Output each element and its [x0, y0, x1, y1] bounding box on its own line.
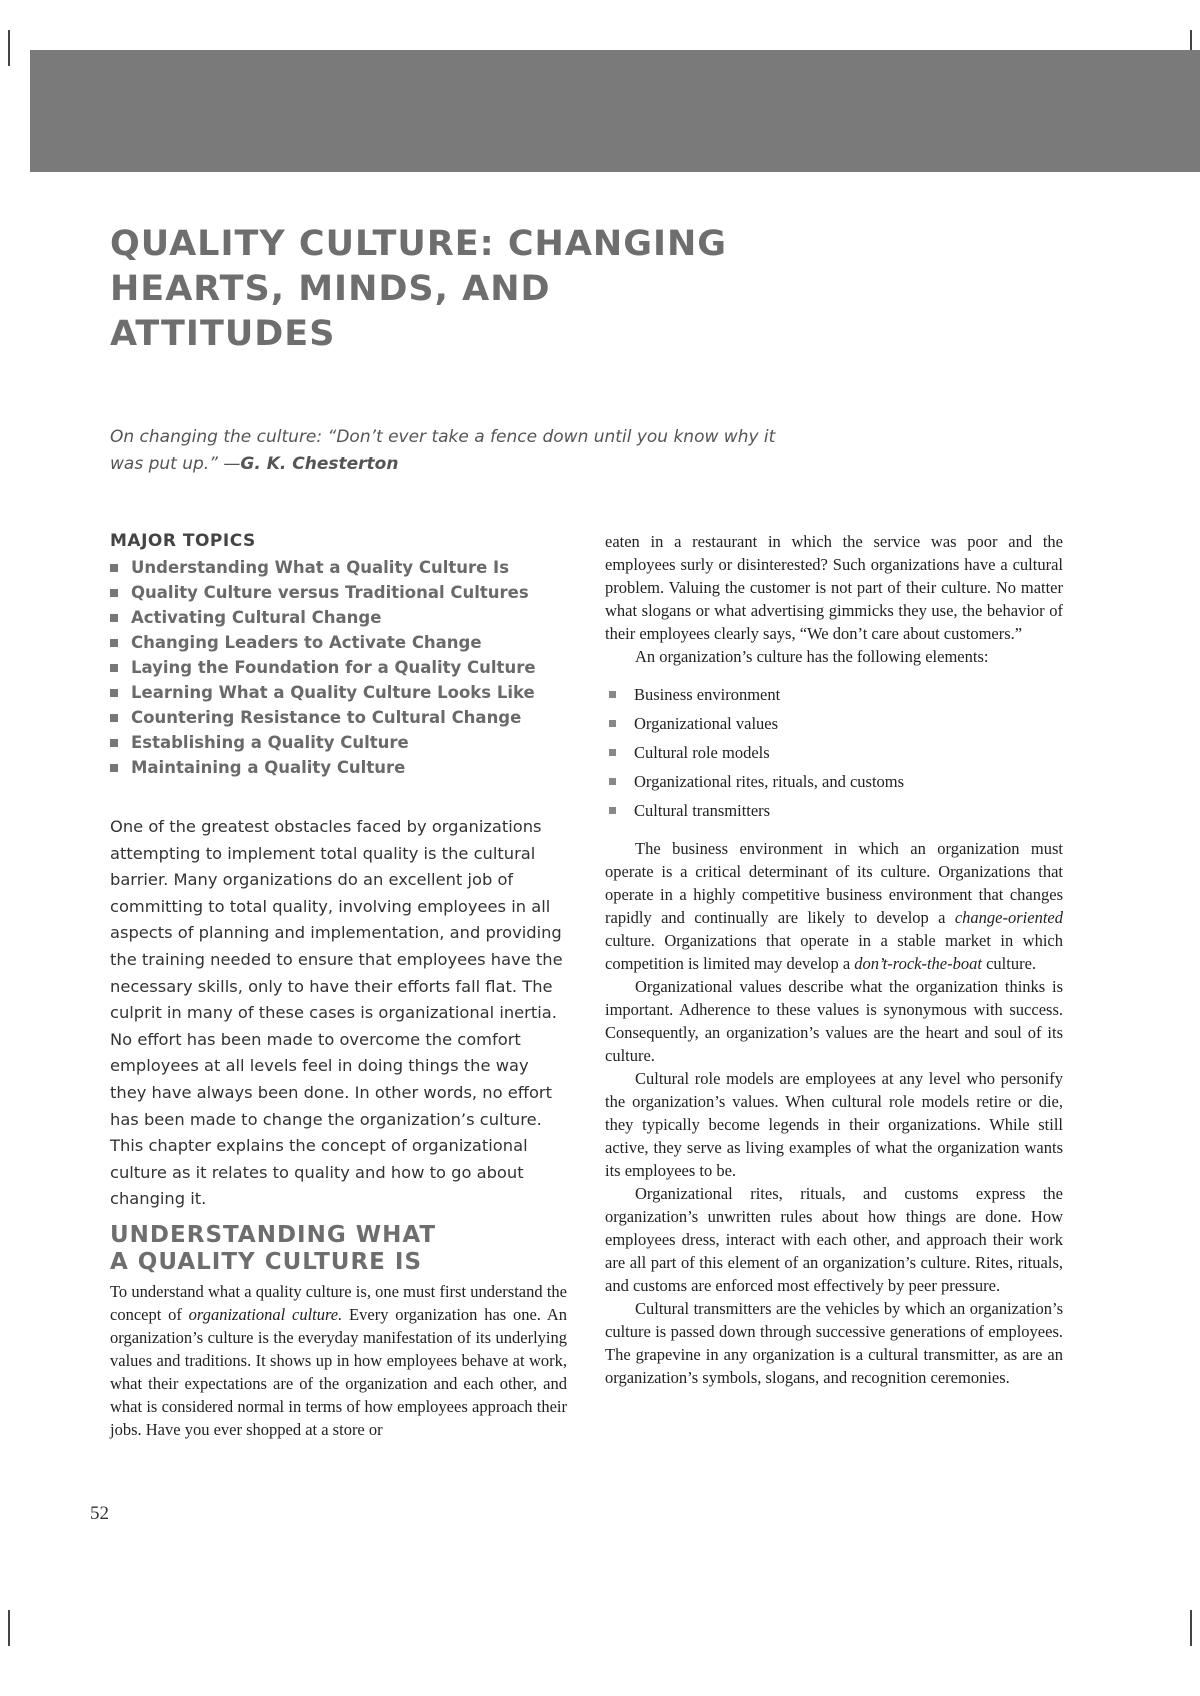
- topic-label: Maintaining a Quality Culture: [131, 758, 406, 777]
- topic-label: Activating Cultural Change: [131, 608, 382, 627]
- topic-label: Changing Leaders to Activate Change: [131, 633, 482, 652]
- list-item: [110, 755, 570, 780]
- epigraph-author: G. K. Chesterton: [240, 454, 399, 474]
- list-item: [605, 796, 1063, 825]
- square-bullet-icon: [110, 689, 118, 697]
- right-column: [605, 530, 1063, 1389]
- element-label: Organizational rites, rituals, and customs: [634, 772, 905, 791]
- rites-paragraph: Organizational rites, rituals, and customs express the organization’s unwritten rules about how things are done. How employees dress, interact with each other, and approach their work are all part of this element of an organization’s culture. Rites, rituals, and customs are enforced most effectively by peer pressure.: [605, 1184, 1063, 1295]
- crop-mark: [8, 30, 10, 66]
- chapter-banner: [30, 50, 1200, 172]
- epigraph-text: On changing the culture: “Don’t ever take a fence down until you know why it was put up.” —: [110, 427, 776, 474]
- text-run: culture.: [981, 954, 1037, 973]
- chapter-title-line: ATTITUDES: [110, 314, 336, 354]
- square-bullet-icon: [110, 564, 118, 572]
- list-item: [605, 709, 1063, 738]
- intro-paragraph: One of the greatest obstacles faced by organizations attempting to implement total quality is the cultural barrier. Many organizations do an excellent job of committing to total quality, involving employees in all aspects of planning and implementation, and providing the training needed to ensure that employees have the necessary skills, only to have their efforts fall flat. The culprit in many of these cases is organizational inertia. No effort has been made to overcome the comfort employees at all levels feel in doing things the way they have always been done. In other words, no effort has been made to change the organization’s culture. This chapter explains the concept of organizational culture as it relates to quality and how to go about changing it.: [110, 817, 563, 1209]
- text-run: To understand what a quality culture is, one must first understand the concept of: [110, 1282, 567, 1324]
- topic-label: Laying the Foundation for a Quality Culture: [131, 658, 536, 677]
- element-label: Cultural role models: [634, 743, 770, 762]
- values-paragraph: Organizational values describe what the organization thinks is important. Adherence to these values is synonymous with success. Consequently, an organization’s values are the heart and soul of its culture.: [605, 977, 1063, 1065]
- square-bullet-icon: [110, 614, 118, 622]
- list-item: [110, 655, 570, 680]
- topic-label: Understanding What a Quality Culture Is: [131, 558, 510, 577]
- square-bullet-icon: [609, 691, 616, 698]
- transmitters-paragraph: Cultural transmitters are the vehicles by which an organization’s culture is passed down through successive generations of employees. The grapevine in any organization is a cultural transmitter, as are an organization’s symbols, slogans, and recognition ceremonies.: [605, 1299, 1063, 1387]
- epigraph: [110, 424, 810, 478]
- list-item: [110, 580, 570, 605]
- role-models-paragraph: Cultural role models are employees at any level who personify the organization’s values. When cultural role models retire or die, they typically become legends in their organizations. While still active, they serve as living examples of what the organization wants its employees to be.: [605, 1069, 1063, 1180]
- square-bullet-icon: [110, 639, 118, 647]
- list-item: [110, 555, 570, 580]
- business-environment-paragraph: [605, 837, 1063, 975]
- element-label: Organizational values: [634, 714, 779, 733]
- square-bullet-icon: [609, 807, 616, 814]
- text-run: Every organization has one. An organization’s culture is the everyday manifestation of its underlying values and traditions. It shows up in how employees behave at work, what their expectations are of the organization and each other, and what is considered normal in terms of how employees approach their jobs. Have you ever shopped at a store or: [110, 1305, 567, 1439]
- text-run: The business environment in which an organization must operate is a critical determinant of its culture. Organizations that operate in a highly competitive business environment that changes rapidly and continually are likely to develop a: [605, 839, 1063, 927]
- list-item: [605, 767, 1063, 796]
- topic-label: Quality Culture versus Traditional Cultures: [131, 583, 529, 602]
- section-heading-line: A QUALITY CULTURE IS: [110, 1249, 423, 1275]
- square-bullet-icon: [110, 764, 118, 772]
- emphasis-text: don’t-rock-the-boat: [854, 954, 982, 973]
- square-bullet-icon: [110, 664, 118, 672]
- square-bullet-icon: [609, 778, 616, 785]
- list-item: [110, 630, 570, 655]
- text-run: culture. Organizations that operate in a stable market in which competition is limited may develop a: [605, 931, 1063, 973]
- list-item: [110, 730, 570, 755]
- chapter-title-line: QUALITY CULTURE: CHANGING: [110, 224, 727, 264]
- major-topics-heading: MAJOR TOPICS: [110, 531, 256, 551]
- list-item: [110, 605, 570, 630]
- topic-label: Learning What a Quality Culture Looks Like: [131, 683, 535, 702]
- chapter-title: [110, 222, 870, 357]
- square-bullet-icon: [609, 749, 616, 756]
- culture-elements-list: [605, 680, 1063, 825]
- chapter-title-line: HEARTS, MINDS, AND: [110, 269, 551, 309]
- square-bullet-icon: [609, 720, 616, 727]
- crop-mark: [1190, 1610, 1192, 1646]
- square-bullet-icon: [110, 589, 118, 597]
- topic-label: Establishing a Quality Culture: [131, 733, 409, 752]
- emphasis-text: organizational culture.: [188, 1305, 343, 1324]
- list-item: [110, 680, 570, 705]
- square-bullet-icon: [110, 739, 118, 747]
- section-heading: [110, 1222, 436, 1276]
- section-paragraph: [110, 1280, 567, 1441]
- section-heading-line: UNDERSTANDING WHAT: [110, 1222, 437, 1248]
- continuation-paragraph: eaten in a restaurant in which the service was poor and the employees surly or disinterested? Such organizations have a cultural problem. Valuing the customer is not part of their culture. No matter what slogans or what advertising gimmicks they use, the behavior of their employees clearly says, “We don’t care about customers.”: [605, 532, 1063, 643]
- major-topics-list: [110, 555, 570, 780]
- element-label: Cultural transmitters: [634, 801, 771, 820]
- list-item: [605, 680, 1063, 709]
- page-number: 52: [90, 1503, 109, 1524]
- list-item: [110, 705, 570, 730]
- square-bullet-icon: [110, 714, 118, 722]
- list-item: [605, 738, 1063, 767]
- elements-intro: An organization’s culture has the following elements:: [635, 647, 989, 666]
- emphasis-text: change-oriented: [954, 908, 1063, 927]
- crop-mark: [8, 1610, 10, 1646]
- topic-label: Countering Resistance to Cultural Change: [131, 708, 522, 727]
- element-label: Business environment: [634, 685, 781, 704]
